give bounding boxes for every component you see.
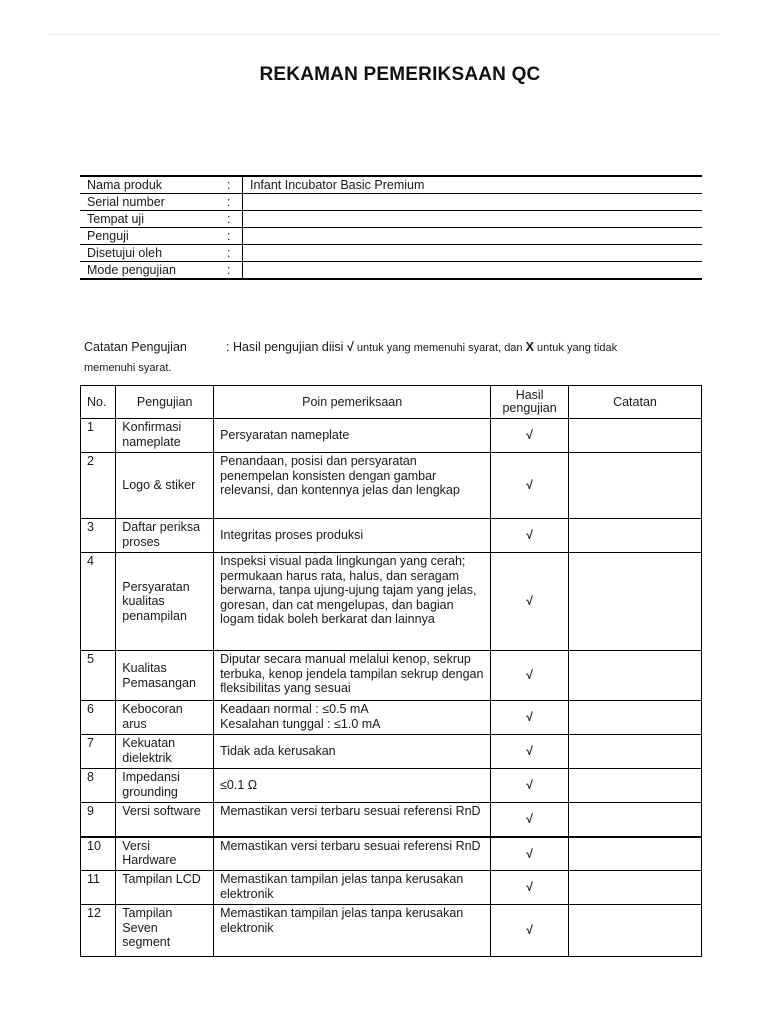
table-row <box>81 553 702 651</box>
row-pengujian: Versi software <box>116 803 214 837</box>
cross-mark-symbol: X <box>525 340 534 354</box>
info-row <box>80 262 702 280</box>
row-poin: Tidak ada kerusakan <box>214 735 491 769</box>
info-colon: : <box>221 211 243 228</box>
row-catatan <box>568 871 701 905</box>
table-row <box>81 701 702 735</box>
row-no: 8 <box>81 769 116 803</box>
test-note <box>84 338 704 378</box>
note-text-c: untuk yang tidak <box>533 342 618 354</box>
row-pengujian: Konfirmasi nameplate <box>116 419 214 453</box>
table-row <box>81 769 702 803</box>
row-hasil-check: √ <box>491 837 569 871</box>
note-text-b: untuk yang memenuhi syarat, dan <box>353 342 526 354</box>
row-poin: Penandaan, posisi dan persyaratan penempelan konsisten dengan gambar relevansi, dan kontennya jelas dan lengkap <box>214 453 491 519</box>
row-no: 6 <box>81 701 116 735</box>
row-poin: Memastikan tampilan jelas tanpa kerusakan elektronik <box>214 871 491 905</box>
table-row <box>81 837 702 871</box>
header-catatan: Catatan <box>568 386 701 419</box>
row-no: 2 <box>81 453 116 519</box>
info-colon: : <box>221 176 243 194</box>
info-label: Mode pengujian <box>87 262 176 277</box>
row-poin: Inspeksi visual pada lingkungan yang cerah; permukaan harus rata, halus, dan seragam berwarna, tanpa ujung-ujung tajam yang jelas, goresan, dan cat mengelupas, dan bagian logam tidak boleh berkarat dan lainnya <box>214 553 491 651</box>
table-row <box>81 871 702 905</box>
row-hasil-check: √ <box>491 651 569 701</box>
header-poin: Poin pemeriksaan <box>214 386 491 419</box>
row-poin: Keadaan normal : ≤0.5 mA Kesalahan tunggal : ≤1.0 mA <box>214 701 491 735</box>
row-catatan <box>568 803 701 837</box>
row-pengujian: Logo & stiker <box>116 453 214 519</box>
info-label: Disetujui oleh <box>80 245 221 262</box>
row-pengujian: Tampilan Seven segment <box>116 905 214 957</box>
info-value <box>243 211 703 228</box>
table-row <box>81 419 702 453</box>
info-value <box>243 245 703 262</box>
row-pengujian: Persyaratan kualitas penampilan <box>116 553 214 651</box>
row-hasil-check: √ <box>491 419 569 453</box>
note-label: Catatan Pengujian <box>84 340 187 354</box>
info-label: Nama produk <box>80 176 221 194</box>
row-hasil-check: √ <box>491 519 569 553</box>
row-catatan <box>568 837 701 871</box>
inspection-table <box>80 385 702 957</box>
info-row <box>80 228 702 245</box>
table-row <box>81 905 702 957</box>
row-poin: Diputar secara manual melalui kenop, sekrup terbuka, kenop jendela tampilan sekrup dengan fleksibilitas yang sesuai <box>214 651 491 701</box>
row-catatan <box>568 553 701 651</box>
info-colon: : <box>227 262 231 277</box>
check-mark-symbol: √ <box>346 340 354 354</box>
info-row <box>80 245 702 262</box>
row-no: 12 <box>81 905 116 957</box>
row-catatan <box>568 735 701 769</box>
row-hasil-check: √ <box>491 453 569 519</box>
row-no: 5 <box>81 651 116 701</box>
info-value <box>243 228 703 245</box>
table-row <box>81 453 702 519</box>
row-poin: Persyaratan nameplate <box>214 419 491 453</box>
table-row <box>81 803 702 837</box>
row-pengujian: Kekuatan dielektrik <box>116 735 214 769</box>
note-text-d: memenuhi syarat. <box>84 362 172 374</box>
product-info-table <box>80 175 702 280</box>
row-no: 9 <box>81 803 116 837</box>
row-hasil-check: √ <box>491 803 569 837</box>
table-header-row <box>81 386 702 419</box>
note-text-a: : Hasil pengujian diisi <box>226 340 347 354</box>
row-hasil-check: √ <box>491 905 569 957</box>
header-hasil: Hasil pengujian <box>491 386 569 419</box>
row-no: 4 <box>81 553 116 651</box>
row-no: 3 <box>81 519 116 553</box>
row-catatan <box>568 701 701 735</box>
row-poin: Memastikan versi terbaru sesuai referensi RnD <box>214 837 491 871</box>
row-hasil-check: √ <box>491 553 569 651</box>
row-no: 7 <box>81 735 116 769</box>
row-catatan <box>568 651 701 701</box>
row-no: 10 <box>81 837 116 871</box>
row-catatan <box>568 419 701 453</box>
info-label: Serial number <box>80 194 221 211</box>
row-hasil-check: √ <box>491 735 569 769</box>
info-label: Penguji <box>80 228 221 245</box>
row-catatan <box>568 453 701 519</box>
info-value <box>243 194 703 211</box>
info-row <box>80 194 702 211</box>
row-catatan <box>568 519 701 553</box>
row-pengujian: Tampilan LCD <box>116 871 214 905</box>
info-colon: : <box>221 194 243 211</box>
info-value <box>243 262 703 280</box>
row-pengujian: Impedansi grounding <box>116 769 214 803</box>
row-pengujian: Kualitas Pemasangan <box>116 651 214 701</box>
row-catatan <box>568 905 701 957</box>
info-colon: : <box>221 228 243 245</box>
row-hasil-check: √ <box>491 769 569 803</box>
row-poin: Integritas proses produksi <box>214 519 491 553</box>
document-title: REKAMAN PEMERIKSAAN QC <box>259 64 541 85</box>
row-hasil-check: √ <box>491 871 569 905</box>
info-label: Tempat uji <box>80 211 221 228</box>
header-no: No. <box>81 386 116 419</box>
info-row <box>80 176 702 194</box>
row-hasil-check: √ <box>491 701 569 735</box>
header-pengujian: Pengujian <box>116 386 214 419</box>
row-no: 1 <box>81 419 116 453</box>
table-row <box>81 651 702 701</box>
row-no: 11 <box>81 871 116 905</box>
row-poin: Memastikan tampilan jelas tanpa kerusakan elektronik <box>214 905 491 957</box>
row-poin: ≤0.1 Ω <box>214 769 491 803</box>
row-poin: Memastikan versi terbaru sesuai referensi RnD <box>214 803 491 837</box>
top-divider <box>48 34 720 35</box>
table-row <box>81 735 702 769</box>
row-pengujian: Daftar periksa proses <box>116 519 214 553</box>
row-catatan <box>568 769 701 803</box>
row-pengujian: Kebocoran arus <box>116 701 214 735</box>
info-colon: : <box>221 245 243 262</box>
row-pengujian: Versi Hardware <box>116 837 214 871</box>
info-value: Infant Incubator Basic Premium <box>243 176 703 194</box>
table-row <box>81 519 702 553</box>
info-row <box>80 211 702 228</box>
